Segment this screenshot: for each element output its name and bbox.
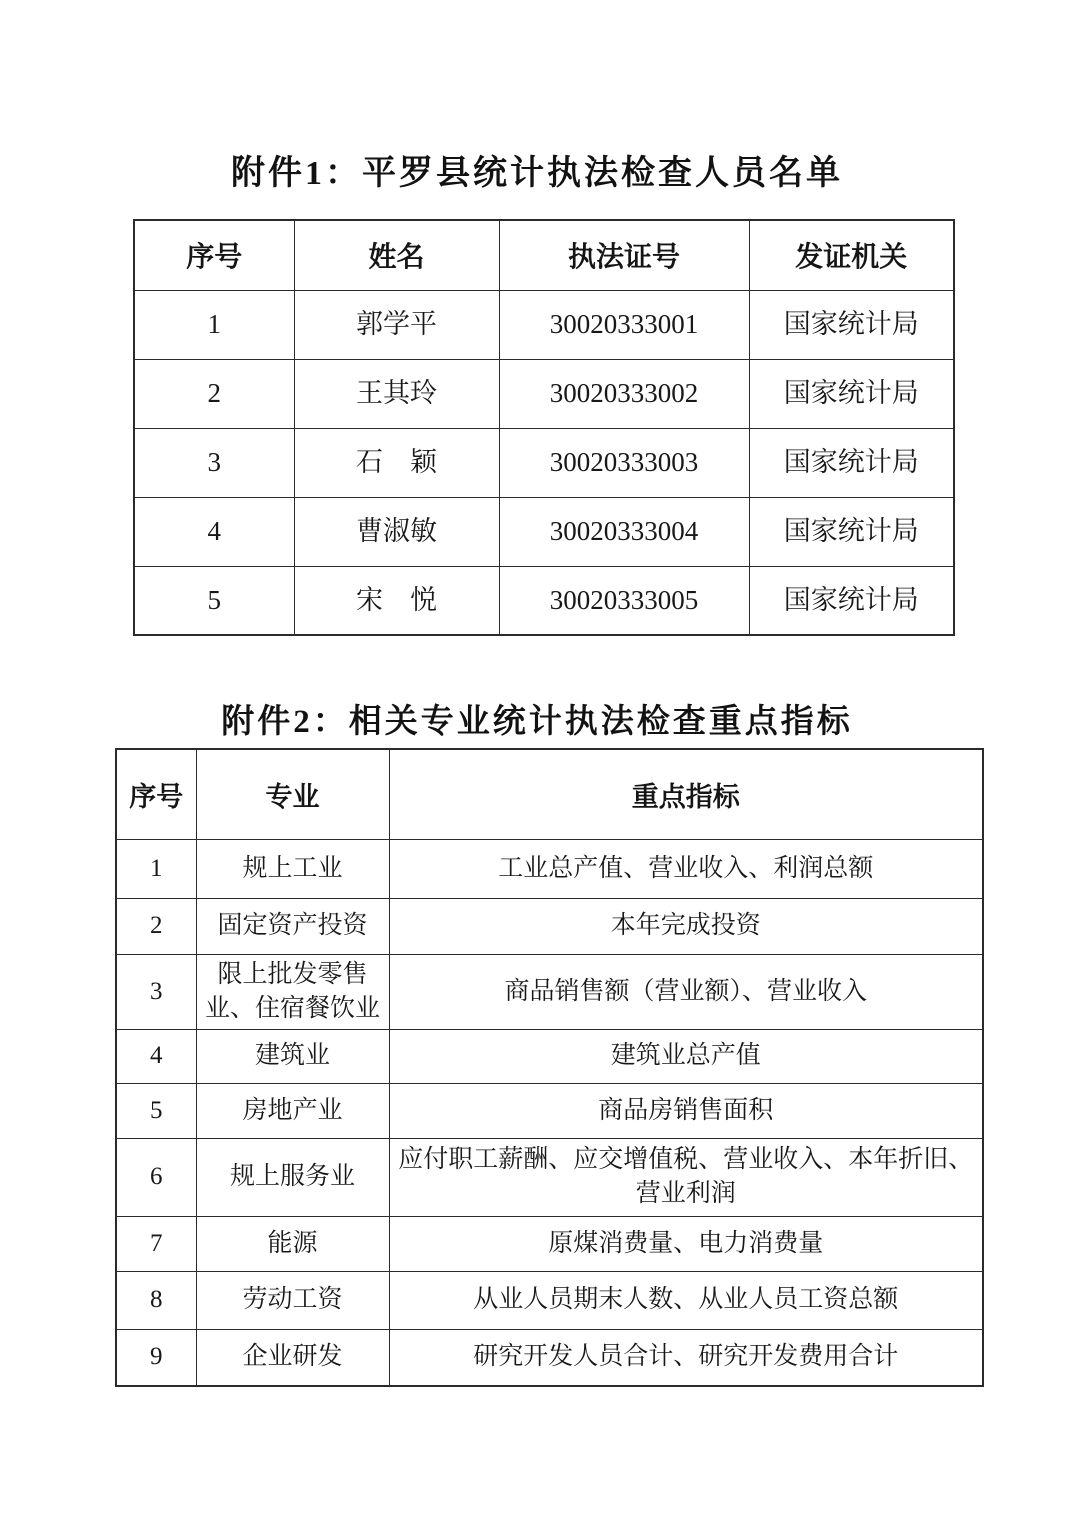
attachment2-table-header-cell: 专业 <box>196 749 389 839</box>
attachment1-table-cell: 30020333004 <box>499 497 749 566</box>
attachment2-table-row <box>116 1329 983 1386</box>
attachment2-table-header-cell: 序号 <box>116 749 196 839</box>
attachment2-table-cell: 建筑业 <box>196 1029 389 1083</box>
attachment2-table-cell: 6 <box>116 1138 196 1216</box>
attachment1-table-cell: 30020333003 <box>499 428 749 497</box>
attachment2-table-cell: 劳动工资 <box>196 1271 389 1329</box>
attachment2-table-row <box>116 898 983 954</box>
attachment1-table-cell: 石 颖 <box>294 428 499 497</box>
attachment2-table-cell: 工业总产值、营业收入、利润总额 <box>389 839 983 898</box>
attachment1-table-cell: 国家统计局 <box>749 290 954 359</box>
attachment2-table-cell: 规上服务业 <box>196 1138 389 1216</box>
attachment2-table-cell: 2 <box>116 898 196 954</box>
attachment2-table-cell: 限上批发零售业、住宿餐饮业 <box>196 954 389 1029</box>
attachment2-table-cell: 原煤消费量、电力消费量 <box>389 1216 983 1271</box>
attachment2-table-cell: 房地产业 <box>196 1083 389 1138</box>
attachment2-table-row <box>116 1271 983 1329</box>
attachment2-table-cell: 7 <box>116 1216 196 1271</box>
attachment2-table-cell: 商品房销售面积 <box>389 1083 983 1138</box>
attachment1-table-header-cell: 执法证号 <box>499 220 749 290</box>
attachment1-table-cell: 30020333005 <box>499 566 749 635</box>
attachment2-table-cell: 应付职工薪酬、应交增值税、营业收入、本年折旧、营业利润 <box>389 1138 983 1216</box>
attachment1-table-cell: 国家统计局 <box>749 428 954 497</box>
attachment1-table-row <box>134 566 954 635</box>
attachment1-table-header-cell: 序号 <box>134 220 294 290</box>
attachment1-table-cell: 4 <box>134 497 294 566</box>
attachment1-table-row <box>134 290 954 359</box>
attachment2-table-cell: 从业人员期末人数、从业人员工资总额 <box>389 1271 983 1329</box>
attachment2-table-cell: 4 <box>116 1029 196 1083</box>
attachment2-table-cell: 8 <box>116 1271 196 1329</box>
attachment2-table-cell: 5 <box>116 1083 196 1138</box>
attachment2-table-row <box>116 1216 983 1271</box>
attachment2-table-header-cell: 重点指标 <box>389 749 983 839</box>
attachment1-table-cell: 郭学平 <box>294 290 499 359</box>
attachment2-table-row <box>116 1029 983 1083</box>
attachment2-table-cell: 商品销售额（营业额）、营业收入 <box>389 954 983 1029</box>
attachment2-table <box>115 748 984 1387</box>
attachment1-header-row <box>134 220 954 290</box>
attachment2-table-cell: 能源 <box>196 1216 389 1271</box>
attachment1-table-cell: 国家统计局 <box>749 497 954 566</box>
attachment1-table-cell: 国家统计局 <box>749 359 954 428</box>
attachment2-table-cell: 规上工业 <box>196 839 389 898</box>
attachment2-table-cell: 研究开发人员合计、研究开发费用合计 <box>389 1329 983 1386</box>
attachment2-table-row <box>116 839 983 898</box>
attachment1-table-cell: 30020333002 <box>499 359 749 428</box>
attachment2-table-row <box>116 1083 983 1138</box>
attachment2-table-row <box>116 954 983 1029</box>
attachment1-table-header-cell: 发证机关 <box>749 220 954 290</box>
attachment1-table-cell: 30020333001 <box>499 290 749 359</box>
attachment1-table-cell: 2 <box>134 359 294 428</box>
attachment2-table-cell: 建筑业总产值 <box>389 1029 983 1083</box>
attachment2-title: 附件2：相关专业统计执法检查重点指标 <box>221 704 853 740</box>
attachment1-table-cell: 5 <box>134 566 294 635</box>
attachment1-table-row <box>134 497 954 566</box>
attachment1-table-cell: 国家统计局 <box>749 566 954 635</box>
attachment1-table-cell: 曹淑敏 <box>294 497 499 566</box>
attachment2-table-cell: 固定资产投资 <box>196 898 389 954</box>
attachment1-table-header-cell: 姓名 <box>294 220 499 290</box>
attachment2-table-cell: 企业研发 <box>196 1329 389 1386</box>
attachment2-table-cell: 3 <box>116 954 196 1029</box>
attachment1-table-cell: 1 <box>134 290 294 359</box>
attachment1-table-row <box>134 428 954 497</box>
attachment1-table-cell: 王其玲 <box>294 359 499 428</box>
attachment2-header-row <box>116 749 983 839</box>
attachment2-table-cell: 本年完成投资 <box>389 898 983 954</box>
attachment1-table-cell: 宋 悦 <box>294 566 499 635</box>
attachment2-table-cell: 9 <box>116 1329 196 1386</box>
attachment2-table-row <box>116 1138 983 1216</box>
attachment1-table-cell: 3 <box>134 428 294 497</box>
attachment1-title: 附件1：平罗县统计执法检查人员名单 <box>231 155 843 192</box>
attachment1-table <box>133 219 955 636</box>
attachment1-table-row <box>134 359 954 428</box>
attachment2-table-cell: 1 <box>116 839 196 898</box>
